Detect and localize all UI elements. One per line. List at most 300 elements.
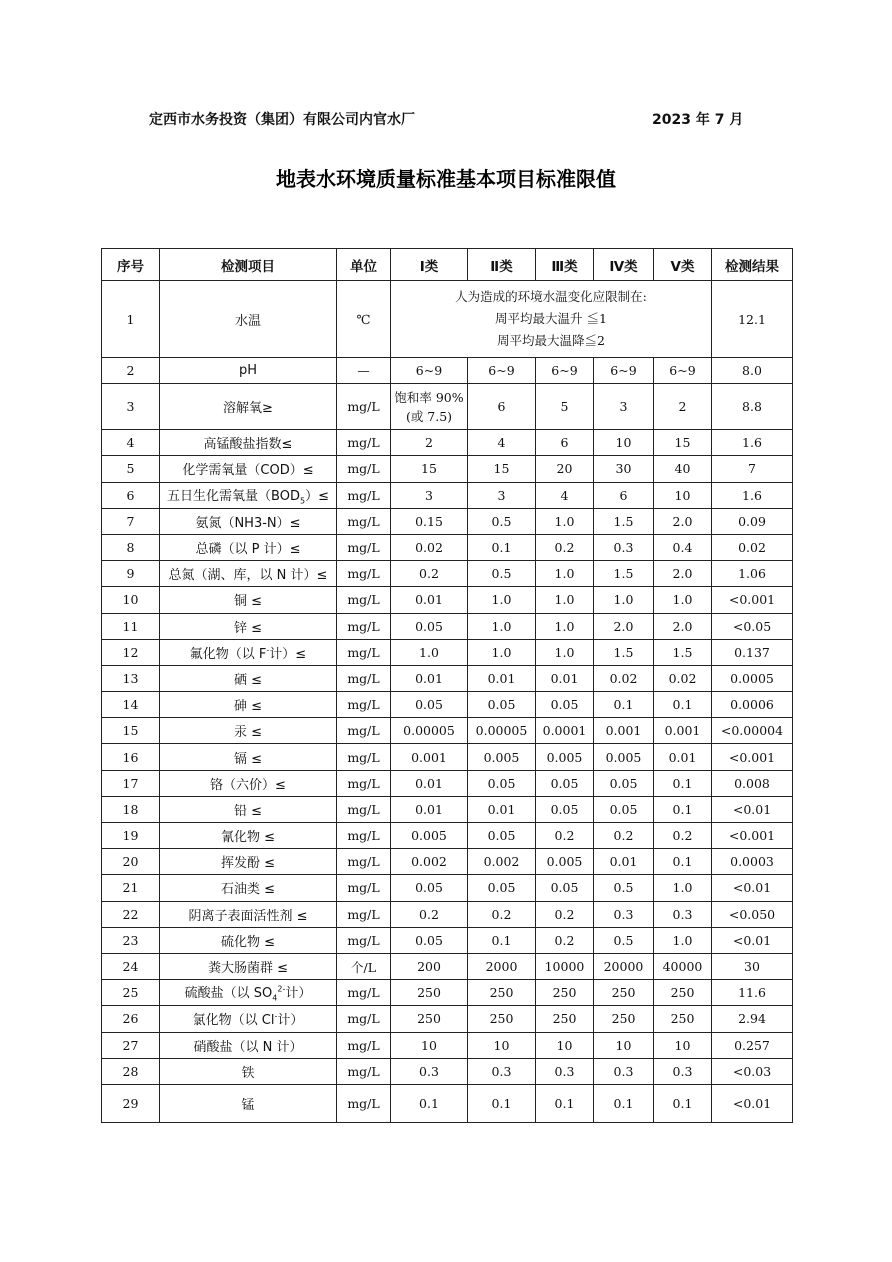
cell-class-4: 0.3 bbox=[594, 901, 654, 927]
cell-class-2: 0.1 bbox=[468, 534, 536, 560]
cell-class-4: 1.0 bbox=[594, 587, 654, 613]
cell-unit: mg/L bbox=[337, 456, 391, 482]
cell-no: 18 bbox=[102, 796, 160, 822]
cell-class-5: 0.02 bbox=[654, 665, 712, 691]
cell-class-4: 0.5 bbox=[594, 927, 654, 953]
table-row bbox=[102, 901, 793, 927]
cell-class-4: 1.5 bbox=[594, 639, 654, 665]
cell-unit: — bbox=[337, 358, 391, 384]
cell-class-2: 3 bbox=[468, 482, 536, 508]
cell-no: 22 bbox=[102, 901, 160, 927]
cell-item: 氨氮（NH3-N）≤ bbox=[160, 508, 337, 534]
cell-item: 石油类 ≤ bbox=[160, 875, 337, 901]
cell-item: 氰化物 ≤ bbox=[160, 823, 337, 849]
cell-result: <0.01 bbox=[712, 875, 793, 901]
cell-item bbox=[160, 980, 337, 1006]
item-text-part: 硫酸盐（以 SO bbox=[184, 986, 273, 1002]
cell-class-5: 0.3 bbox=[654, 1058, 712, 1084]
cell-unit: mg/L bbox=[337, 980, 391, 1006]
cell-class-1: 0.15 bbox=[391, 508, 468, 534]
table-row bbox=[102, 613, 793, 639]
cell-class-1: 0.2 bbox=[391, 901, 468, 927]
cell-class-5: 1.5 bbox=[654, 639, 712, 665]
cell-class-1: 0.001 bbox=[391, 744, 468, 770]
cell-class-4: 0.1 bbox=[594, 1084, 654, 1122]
cell-unit: mg/L bbox=[337, 875, 391, 901]
cell-class-2: 0.005 bbox=[468, 744, 536, 770]
table-row bbox=[102, 692, 793, 718]
cell-class-5: 15 bbox=[654, 430, 712, 456]
header-result: 检测结果 bbox=[712, 249, 793, 281]
cell-class-5: 0.2 bbox=[654, 823, 712, 849]
cell-unit: mg/L bbox=[337, 796, 391, 822]
cell-no: 17 bbox=[102, 770, 160, 796]
cell-class-5: 250 bbox=[654, 1006, 712, 1032]
table-row bbox=[102, 587, 793, 613]
cell-unit: mg/L bbox=[337, 665, 391, 691]
table-row bbox=[102, 823, 793, 849]
cell-class-5: 0.1 bbox=[654, 849, 712, 875]
cell-class-2: 0.00005 bbox=[468, 718, 536, 744]
cell-class-2: 6 bbox=[468, 384, 536, 430]
cell-class-2: 250 bbox=[468, 980, 536, 1006]
cell-class-1: 250 bbox=[391, 1006, 468, 1032]
cell-unit: mg/L bbox=[337, 901, 391, 927]
cell-class-5: 0.001 bbox=[654, 718, 712, 744]
cell-class-3: 0.05 bbox=[536, 692, 594, 718]
cell-class-4: 0.3 bbox=[594, 1058, 654, 1084]
header-class-2: Ⅱ类 bbox=[468, 249, 536, 281]
cell-item: 总氮（湖、库，以 N 计）≤ bbox=[160, 561, 337, 587]
cell-unit: mg/L bbox=[337, 613, 391, 639]
cell-result: <0.03 bbox=[712, 1058, 793, 1084]
cell-class-2: 10 bbox=[468, 1032, 536, 1058]
page-title: 地表水环境质量标准基本项目标准限值 bbox=[276, 167, 616, 191]
header-no: 序号 bbox=[102, 249, 160, 281]
cell-class-2: 0.05 bbox=[468, 823, 536, 849]
cell-result: <0.050 bbox=[712, 901, 793, 927]
cell-item: 高锰酸盐指数≤ bbox=[160, 430, 337, 456]
cell-class-4: 0.05 bbox=[594, 770, 654, 796]
cell-class-1: 0.005 bbox=[391, 823, 468, 849]
standard-limits-table bbox=[101, 248, 793, 1123]
note-line: 饱和率 90% bbox=[394, 389, 464, 405]
cell-no: 21 bbox=[102, 875, 160, 901]
cell-result: <0.01 bbox=[712, 927, 793, 953]
cell-class-3: 20 bbox=[536, 456, 594, 482]
table-row bbox=[102, 770, 793, 796]
cell-class-2: 4 bbox=[468, 430, 536, 456]
cell-class-4: 0.02 bbox=[594, 665, 654, 691]
cell-class-5: 10 bbox=[654, 482, 712, 508]
cell-class-3: 0.05 bbox=[536, 875, 594, 901]
cell-unit: mg/L bbox=[337, 639, 391, 665]
cell-no: 23 bbox=[102, 927, 160, 953]
cell-class-4: 6 bbox=[594, 482, 654, 508]
cell-item: 水温 bbox=[160, 281, 337, 358]
cell-no: 6 bbox=[102, 482, 160, 508]
cell-item: 阴离子表面活性剂 ≤ bbox=[160, 901, 337, 927]
cell-class-2: 0.2 bbox=[468, 901, 536, 927]
cell-class-2: 1.0 bbox=[468, 587, 536, 613]
item-text-part: 5 bbox=[299, 496, 306, 506]
cell-item: 硒 ≤ bbox=[160, 665, 337, 691]
table-row bbox=[102, 639, 793, 665]
cell-no: 11 bbox=[102, 613, 160, 639]
cell-result: 0.02 bbox=[712, 534, 793, 560]
cell-class-5: 1.0 bbox=[654, 587, 712, 613]
cell-result: <0.001 bbox=[712, 823, 793, 849]
cell-unit: mg/L bbox=[337, 508, 391, 534]
cell-class-2: 0.3 bbox=[468, 1058, 536, 1084]
cell-class-4: 10 bbox=[594, 430, 654, 456]
table-row bbox=[102, 953, 793, 979]
cell-no: 25 bbox=[102, 980, 160, 1006]
cell-class-1: 0.05 bbox=[391, 875, 468, 901]
cell-class-5: 0.01 bbox=[654, 744, 712, 770]
cell-class-1: 0.2 bbox=[391, 561, 468, 587]
cell-class-5: 2 bbox=[654, 384, 712, 430]
cell-result: 30 bbox=[712, 953, 793, 979]
cell-class-5: 40000 bbox=[654, 953, 712, 979]
table-row bbox=[102, 796, 793, 822]
table-row bbox=[102, 508, 793, 534]
cell-result: 1.6 bbox=[712, 482, 793, 508]
cell-class-4: 0.5 bbox=[594, 875, 654, 901]
cell-class-2: 0.01 bbox=[468, 665, 536, 691]
cell-class-4: 250 bbox=[594, 1006, 654, 1032]
cell-class-4: 6~9 bbox=[594, 358, 654, 384]
header-class-4: Ⅳ类 bbox=[594, 249, 654, 281]
cell-no: 19 bbox=[102, 823, 160, 849]
cell-class-5: 2.0 bbox=[654, 508, 712, 534]
cell-class-1: 1.0 bbox=[391, 639, 468, 665]
cell-class-5: 250 bbox=[654, 980, 712, 1006]
item-text-part: 计）≤ bbox=[269, 646, 307, 662]
table-row bbox=[102, 534, 793, 560]
cell-class-3: 10 bbox=[536, 1032, 594, 1058]
cell-class-1: 0.05 bbox=[391, 692, 468, 718]
cell-no: 14 bbox=[102, 692, 160, 718]
item-text-part: ）≤ bbox=[305, 488, 329, 504]
cell-class-3: 0.005 bbox=[536, 849, 594, 875]
cell-class-2: 2000 bbox=[468, 953, 536, 979]
cell-item: 化学需氧量（COD）≤ bbox=[160, 456, 337, 482]
cell-class-5: 0.3 bbox=[654, 901, 712, 927]
item-text-part: - bbox=[274, 1012, 278, 1022]
cell-class-2: 0.5 bbox=[468, 508, 536, 534]
cell-item: 硝酸盐（以 N 计） bbox=[160, 1032, 337, 1058]
cell-class-3: 0.2 bbox=[536, 927, 594, 953]
header-unit: 单位 bbox=[337, 249, 391, 281]
cell-class-3: 250 bbox=[536, 1006, 594, 1032]
cell-no: 24 bbox=[102, 953, 160, 979]
cell-item: 粪大肠菌群 ≤ bbox=[160, 953, 337, 979]
cell-class-3: 6 bbox=[536, 430, 594, 456]
cell-class-3: 0.0001 bbox=[536, 718, 594, 744]
table-row bbox=[102, 430, 793, 456]
cell-class-1: 15 bbox=[391, 456, 468, 482]
cell-class-3: 250 bbox=[536, 980, 594, 1006]
cell-result: 0.0005 bbox=[712, 665, 793, 691]
cell-class-2: 0.01 bbox=[468, 796, 536, 822]
cell-item: 硫化物 ≤ bbox=[160, 927, 337, 953]
cell-class-1: 0.01 bbox=[391, 796, 468, 822]
cell-unit: mg/L bbox=[337, 770, 391, 796]
cell-item: 锰 bbox=[160, 1084, 337, 1122]
cell-class-3: 0.2 bbox=[536, 823, 594, 849]
cell-class-5: 0.4 bbox=[654, 534, 712, 560]
cell-class-1: 3 bbox=[391, 482, 468, 508]
cell-class-4: 250 bbox=[594, 980, 654, 1006]
cell-class-2: 15 bbox=[468, 456, 536, 482]
cell-class-1: 0.01 bbox=[391, 587, 468, 613]
cell-no: 1 bbox=[102, 281, 160, 358]
note-line: (或 7.5) bbox=[405, 408, 453, 424]
cell-unit: ℃ bbox=[337, 281, 391, 358]
cell-no: 26 bbox=[102, 1006, 160, 1032]
cell-result: 0.09 bbox=[712, 508, 793, 534]
cell-result: <0.01 bbox=[712, 1084, 793, 1122]
cell-class-5: 2.0 bbox=[654, 561, 712, 587]
cell-class-1: 0.01 bbox=[391, 770, 468, 796]
cell-item: pH bbox=[160, 358, 337, 384]
cell-no: 28 bbox=[102, 1058, 160, 1084]
table-row bbox=[102, 744, 793, 770]
cell-class-5: 0.1 bbox=[654, 796, 712, 822]
cell-class-3: 1.0 bbox=[536, 639, 594, 665]
cell-class-5: 1.0 bbox=[654, 875, 712, 901]
table-row bbox=[102, 875, 793, 901]
note-line: 周平均最大温升 ≦1 bbox=[495, 311, 607, 326]
cell-result: <0.001 bbox=[712, 744, 793, 770]
cell-unit: mg/L bbox=[337, 482, 391, 508]
cell-class-1: 200 bbox=[391, 953, 468, 979]
cell-no: 27 bbox=[102, 1032, 160, 1058]
cell-class-3: 0.3 bbox=[536, 1058, 594, 1084]
cell-class-2: 0.1 bbox=[468, 927, 536, 953]
item-text-part: 五日生化需氧量（BOD bbox=[167, 488, 300, 504]
item-text-part: 计） bbox=[285, 986, 312, 1002]
table-row bbox=[102, 358, 793, 384]
cell-item: 铬（六价）≤ bbox=[160, 770, 337, 796]
table-row bbox=[102, 561, 793, 587]
item-text-part: 4 bbox=[272, 994, 278, 1004]
cell-no: 5 bbox=[102, 456, 160, 482]
cell-result: 0.257 bbox=[712, 1032, 793, 1058]
cell-class-4: 30 bbox=[594, 456, 654, 482]
item-text-part: 氯化物（以 Cl bbox=[192, 1013, 275, 1029]
cell-class-3: 0.005 bbox=[536, 744, 594, 770]
cell-item bbox=[160, 482, 337, 508]
cell-class-3: 0.2 bbox=[536, 534, 594, 560]
cell-unit: mg/L bbox=[337, 1084, 391, 1122]
cell-no: 16 bbox=[102, 744, 160, 770]
table-row bbox=[102, 718, 793, 744]
cell-class-2: 0.5 bbox=[468, 561, 536, 587]
cell-no: 8 bbox=[102, 534, 160, 560]
cell-class-2: 0.05 bbox=[468, 770, 536, 796]
cell-unit: 个/L bbox=[337, 953, 391, 979]
item-text-part: 氟化物（以 F bbox=[189, 646, 267, 662]
cell-unit: mg/L bbox=[337, 718, 391, 744]
cell-class-1: 0.05 bbox=[391, 927, 468, 953]
cell-item: 锌 ≤ bbox=[160, 613, 337, 639]
cell-unit: mg/L bbox=[337, 927, 391, 953]
cell-no: 13 bbox=[102, 665, 160, 691]
cell-unit: mg/L bbox=[337, 384, 391, 430]
cell-class-1: 0.1 bbox=[391, 1084, 468, 1122]
cell-class-5: 6~9 bbox=[654, 358, 712, 384]
cell-result: 0.008 bbox=[712, 770, 793, 796]
header-class-3: Ⅲ类 bbox=[536, 249, 594, 281]
cell-no: 7 bbox=[102, 508, 160, 534]
item-text-part: - bbox=[266, 645, 270, 655]
cell-result: 11.6 bbox=[712, 980, 793, 1006]
cell-class-1: 0.3 bbox=[391, 1058, 468, 1084]
cell-class-4: 0.1 bbox=[594, 692, 654, 718]
table-header-row bbox=[102, 249, 793, 281]
item-text-part: 2- bbox=[277, 985, 286, 995]
cell-class-3: 4 bbox=[536, 482, 594, 508]
cell-result: 8.8 bbox=[712, 384, 793, 430]
cell-class-4: 20000 bbox=[594, 953, 654, 979]
cell-class-1 bbox=[391, 384, 468, 430]
cell-item: 铜 ≤ bbox=[160, 587, 337, 613]
cell-item bbox=[160, 1006, 337, 1032]
cell-class-3: 1.0 bbox=[536, 508, 594, 534]
cell-class-1: 10 bbox=[391, 1032, 468, 1058]
cell-item: 砷 ≤ bbox=[160, 692, 337, 718]
table-row bbox=[102, 281, 793, 358]
header-class-1: Ⅰ类 bbox=[391, 249, 468, 281]
cell-class-3: 0.05 bbox=[536, 796, 594, 822]
cell-unit: mg/L bbox=[337, 1006, 391, 1032]
cell-class-3: 0.1 bbox=[536, 1084, 594, 1122]
cell-class-4: 0.3 bbox=[594, 534, 654, 560]
cell-item: 镉 ≤ bbox=[160, 744, 337, 770]
table-row bbox=[102, 384, 793, 430]
cell-class-4: 1.5 bbox=[594, 508, 654, 534]
cell-result: 0.0006 bbox=[712, 692, 793, 718]
cell-no: 9 bbox=[102, 561, 160, 587]
cell-item: 挥发酚 ≤ bbox=[160, 849, 337, 875]
table-row bbox=[102, 1006, 793, 1032]
cell-class-2: 250 bbox=[468, 1006, 536, 1032]
cell-class-2: 0.05 bbox=[468, 692, 536, 718]
header-item: 检测项目 bbox=[160, 249, 337, 281]
cell-class-5: 10 bbox=[654, 1032, 712, 1058]
cell-class-5: 1.0 bbox=[654, 927, 712, 953]
cell-class-1: 0.02 bbox=[391, 534, 468, 560]
cell-class-4: 3 bbox=[594, 384, 654, 430]
cell-no: 4 bbox=[102, 430, 160, 456]
cell-class-4: 0.2 bbox=[594, 823, 654, 849]
cell-result: 2.94 bbox=[712, 1006, 793, 1032]
cell-class-3: 6~9 bbox=[536, 358, 594, 384]
cell-class-4: 0.01 bbox=[594, 849, 654, 875]
table-row bbox=[102, 980, 793, 1006]
cell-result: <0.05 bbox=[712, 613, 793, 639]
cell-item bbox=[160, 639, 337, 665]
cell-class-3: 0.2 bbox=[536, 901, 594, 927]
cell-item: 铅 ≤ bbox=[160, 796, 337, 822]
cell-result: <0.001 bbox=[712, 587, 793, 613]
cell-item: 汞 ≤ bbox=[160, 718, 337, 744]
cell-unit: mg/L bbox=[337, 534, 391, 560]
cell-class-3: 5 bbox=[536, 384, 594, 430]
cell-class-3: 1.0 bbox=[536, 613, 594, 639]
cell-class-1: 0.05 bbox=[391, 613, 468, 639]
cell-result: 1.06 bbox=[712, 561, 793, 587]
table-row bbox=[102, 849, 793, 875]
cell-class-4: 0.05 bbox=[594, 796, 654, 822]
table-row bbox=[102, 1084, 793, 1122]
cell-no: 29 bbox=[102, 1084, 160, 1122]
cell-class-4: 0.005 bbox=[594, 744, 654, 770]
cell-no: 20 bbox=[102, 849, 160, 875]
cell-class-3: 10000 bbox=[536, 953, 594, 979]
cell-no: 10 bbox=[102, 587, 160, 613]
cell-unit: mg/L bbox=[337, 561, 391, 587]
cell-unit: mg/L bbox=[337, 1058, 391, 1084]
cell-class-5: 2.0 bbox=[654, 613, 712, 639]
cell-unit: mg/L bbox=[337, 430, 391, 456]
cell-class-4: 1.5 bbox=[594, 561, 654, 587]
cell-item: 总磷（以 P 计）≤ bbox=[160, 534, 337, 560]
cell-class-3: 1.0 bbox=[536, 561, 594, 587]
cell-class-1: 6~9 bbox=[391, 358, 468, 384]
cell-item: 铁 bbox=[160, 1058, 337, 1084]
cell-class-5: 0.1 bbox=[654, 1084, 712, 1122]
cell-class-2: 0.05 bbox=[468, 875, 536, 901]
cell-class-5: 0.1 bbox=[654, 770, 712, 796]
cell-result: 12.1 bbox=[712, 281, 793, 358]
cell-unit: mg/L bbox=[337, 823, 391, 849]
table-row bbox=[102, 1032, 793, 1058]
header-class-5: Ⅴ类 bbox=[654, 249, 712, 281]
cell-result: 7 bbox=[712, 456, 793, 482]
cell-class-3: 0.05 bbox=[536, 770, 594, 796]
water-temp-note bbox=[391, 281, 712, 358]
cell-unit: mg/L bbox=[337, 849, 391, 875]
table-row bbox=[102, 1058, 793, 1084]
cell-unit: mg/L bbox=[337, 587, 391, 613]
cell-no: 15 bbox=[102, 718, 160, 744]
cell-class-4: 2.0 bbox=[594, 613, 654, 639]
cell-class-5: 0.1 bbox=[654, 692, 712, 718]
table-row bbox=[102, 665, 793, 691]
report-date: 2023 年 7 月 bbox=[652, 112, 744, 128]
cell-class-3: 1.0 bbox=[536, 587, 594, 613]
cell-class-2: 1.0 bbox=[468, 639, 536, 665]
table-row bbox=[102, 927, 793, 953]
cell-item: 溶解氧≥ bbox=[160, 384, 337, 430]
cell-no: 2 bbox=[102, 358, 160, 384]
cell-class-4: 10 bbox=[594, 1032, 654, 1058]
cell-result: <0.00004 bbox=[712, 718, 793, 744]
cell-class-2: 0.002 bbox=[468, 849, 536, 875]
cell-class-3: 0.01 bbox=[536, 665, 594, 691]
cell-unit: mg/L bbox=[337, 1032, 391, 1058]
cell-class-1: 2 bbox=[391, 430, 468, 456]
cell-class-1: 250 bbox=[391, 980, 468, 1006]
cell-class-1: 0.00005 bbox=[391, 718, 468, 744]
cell-result: 8.0 bbox=[712, 358, 793, 384]
cell-class-2: 0.1 bbox=[468, 1084, 536, 1122]
cell-result: 0.0003 bbox=[712, 849, 793, 875]
cell-result: <0.01 bbox=[712, 796, 793, 822]
